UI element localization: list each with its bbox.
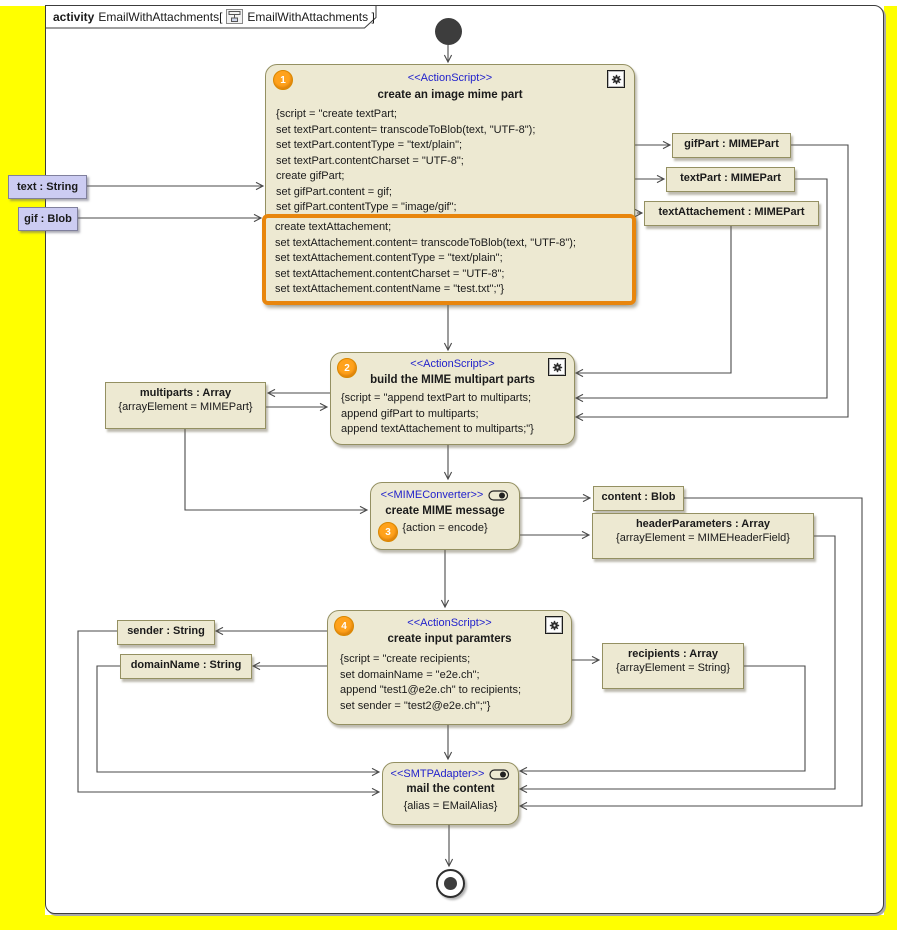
frame-keyword: activity: [53, 9, 95, 24]
gear-icon: [548, 358, 566, 376]
tagged-values: {alias = EMailAlias}: [403, 800, 498, 812]
selection-highlight: [262, 214, 636, 305]
stereotype-label: <<ActionScript>>: [407, 617, 492, 629]
param-gif-blob[interactable]: gif : Blob: [18, 207, 78, 231]
activity-final-node[interactable]: [436, 869, 465, 898]
step-badge-4: 4: [334, 616, 354, 636]
step-badge-3: 3: [378, 522, 398, 542]
action-title: build the MIME multipart parts: [370, 374, 535, 386]
step-badge-1: 1: [273, 70, 293, 90]
action-script-text: {script = "create textPart; set textPart.content= transcodeToBlob(text, "UTF-8"); set textPart.contentType = "text/plain"; set textPart.contentCharset = "UTF-8"; create gifPart; set gifPart.content = gif; set gifPart.contentType = "image/gif";: [276, 108, 536, 213]
action-mail-the-content[interactable]: [382, 762, 519, 825]
gear-icon: [607, 70, 625, 88]
adapter-icon: [488, 490, 509, 501]
store-recipients[interactable]: recipients : Array {arrayElement = String}: [602, 643, 744, 689]
page-border-left: [0, 6, 45, 930]
stereotype-label: <<ActionScript>>: [410, 358, 495, 370]
initial-node[interactable]: [435, 18, 462, 45]
action-title: create an image mime part: [377, 89, 523, 101]
tagged-values: {action = encode}: [402, 522, 488, 534]
stereotype-label: <<MIMEConverter>>: [380, 489, 484, 501]
frame-title-tab[interactable]: [45, 5, 377, 29]
store-multiparts[interactable]: multiparts : Array {arrayElement = MIMEPart}: [105, 382, 266, 429]
store-headerparameters[interactable]: headerParameters : Array {arrayElement = MIMEHeaderField}: [592, 513, 814, 559]
frame-name: EmailWithAttachments[: [98, 9, 223, 24]
action-create-mime-message[interactable]: [370, 482, 520, 550]
store-gifpart[interactable]: gifPart : MIMEPart: [672, 133, 791, 158]
param-text-string[interactable]: text : String: [8, 175, 87, 199]
highlighted-script-text: create textAttachement; set textAttachement.content= transcodeToBlob(text, "UTF-8"); set textAttachement.contentType = "text/plain"; set textAttachement.contentCharset = "UTF-8"; set textAttachement.contentName = "test.txt";"}: [275, 221, 576, 295]
step-badge-2: 2: [337, 358, 357, 378]
action-script-text: {script = "create recipients; set domainName = "e2e.ch"; append "test1@e2e.ch" to recipients; set sender = "test2@e2e.ch";"}: [340, 653, 522, 712]
action-build-mime-multipart-parts[interactable]: [330, 352, 575, 445]
action-create-input-paramters[interactable]: [327, 610, 572, 725]
stereotype-label: <<ActionScript>>: [407, 72, 493, 84]
store-domainname[interactable]: domainName : String: [120, 654, 252, 679]
store-sender[interactable]: sender : String: [117, 620, 215, 645]
frame-ref-name: EmailWithAttachments ]: [247, 9, 375, 24]
activity-diagram-icon: [226, 9, 243, 24]
action-title: create MIME message: [385, 505, 505, 517]
final-node-dot: [444, 877, 457, 890]
action-title: mail the content: [406, 783, 495, 795]
adapter-icon: [489, 769, 510, 780]
page-border-bottom: [0, 915, 897, 930]
store-content[interactable]: content : Blob: [593, 486, 684, 511]
store-textattachement[interactable]: textAttachement : MIMEPart: [644, 201, 819, 226]
action-title: create input paramters: [387, 633, 512, 645]
action-script-text: {script = "append textPart to multiparts; append gifPart to multiparts; append textAttachement to multiparts;"}: [341, 392, 534, 435]
page-border-right: [884, 6, 897, 930]
gear-icon: [545, 616, 563, 634]
stereotype-label: <<SMTPAdapter>>: [390, 768, 485, 780]
store-textpart[interactable]: textPart : MIMEPart: [666, 167, 795, 192]
